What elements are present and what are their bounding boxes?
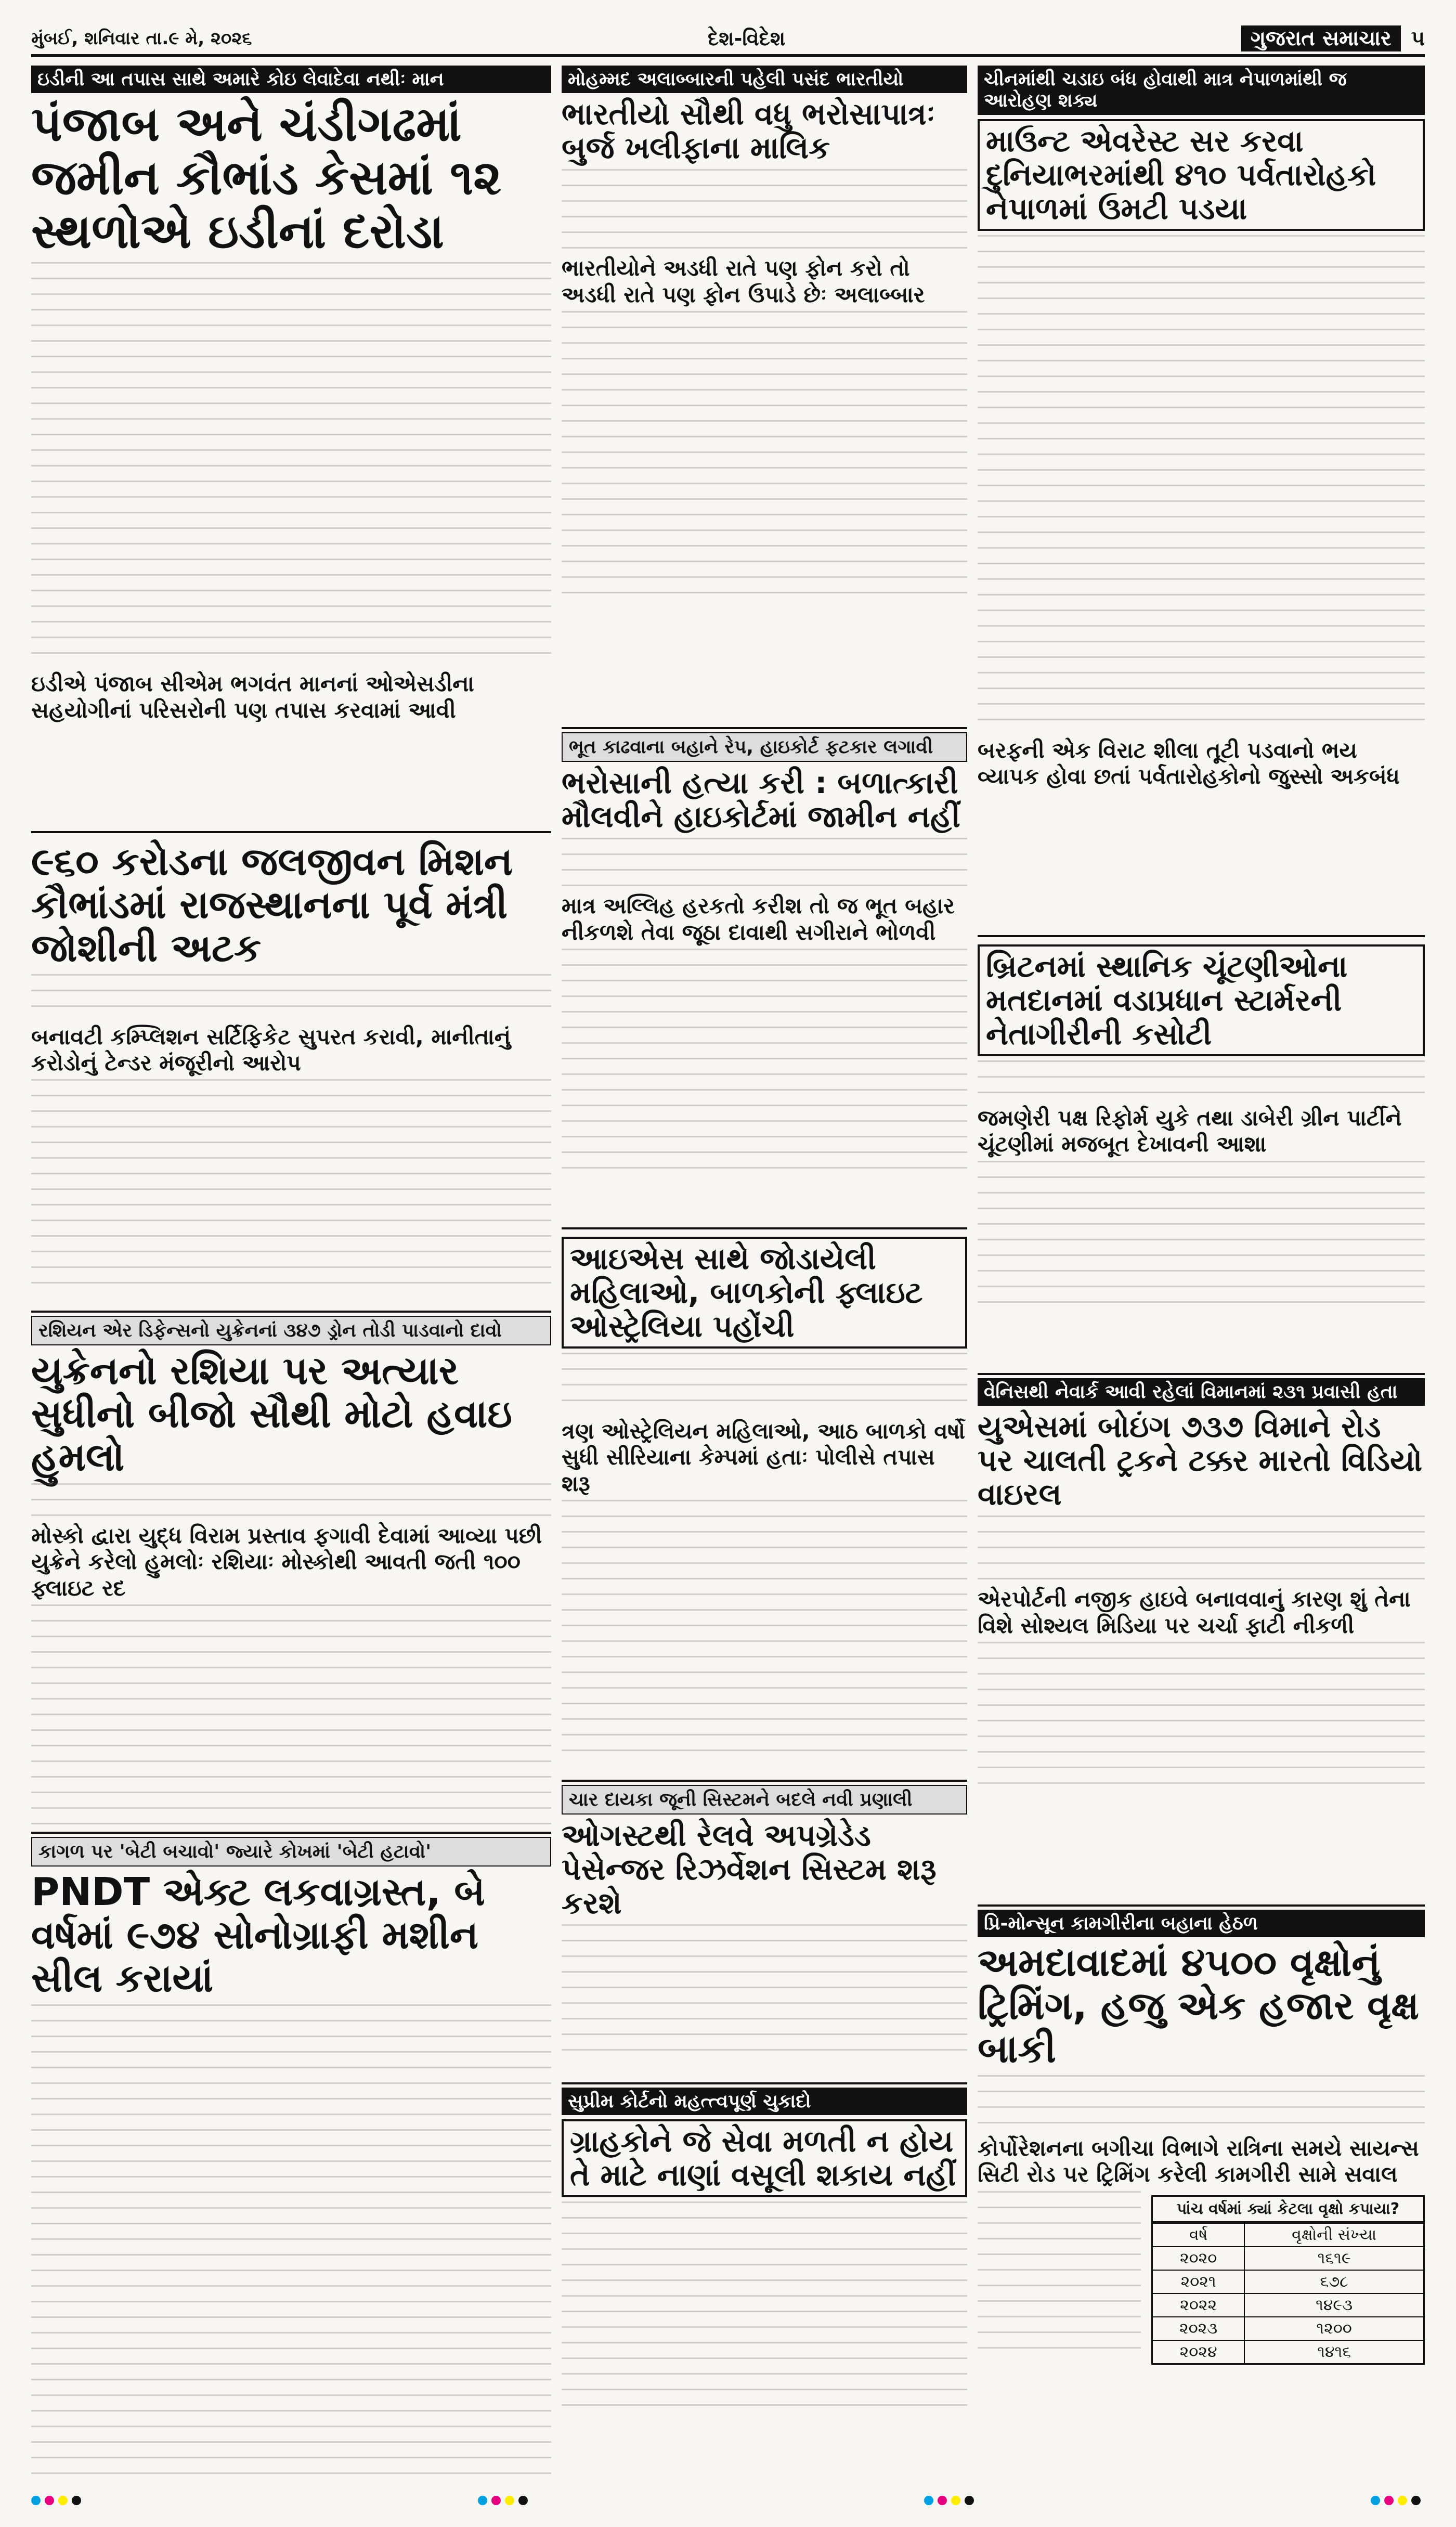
story-ahmedabad-trees <box>978 1907 1425 2488</box>
story-maulvi <box>562 729 967 1229</box>
table-cell: ૨૦૨૦ <box>1153 2247 1244 2270</box>
paper-name: ગુજરાત સમાચાર <box>1241 25 1401 51</box>
story-kicker: મોહમ્મદ અલાબ્બારની પહેલી પસંદ ભારતીયો <box>562 66 967 93</box>
story-kicker: ચાર દાયકા જૂની સિસ્ટમને બદલે નવી પ્રણાલી <box>562 1785 967 1815</box>
table-cell: ૬૭૮ <box>1244 2270 1423 2293</box>
table-header: વૃક્ષોની સંખ્યા <box>1244 2223 1423 2247</box>
masthead <box>31 23 1425 57</box>
story-body <box>562 1353 967 1415</box>
story-subhead: બરફની એક વિરાટ શીલા તૂટી પડવાનો ભય વ્યાપક હોવા છતાં પર્વતારોહકોનો જુસ્સો અકબંધ <box>978 737 1400 789</box>
story-body <box>31 262 551 668</box>
story-subhead: ઇડીએ પંજાબ સીએમ ભગવંત માનનાં ઓએસડીના સહયોગીનાં પરિસરોની પણ તપાસ કરવામાં આવી <box>31 671 474 723</box>
story-body <box>978 2191 1141 2357</box>
story-body <box>31 1483 551 1520</box>
table-cell: ૧૨૦૦ <box>1244 2317 1423 2340</box>
story-subhead: એરપોર્ટની નજીક હાઇવે બનાવવાનું કારણ શું તેના વિશે સોશ્યલ મિડિયા પર ચર્ચા ફાટી નીકળી <box>978 1586 1411 1638</box>
story-kicker: પ્રિ-મોન્સૂન કામગીરીના બહાના હેઠળ <box>978 1910 1425 1937</box>
story-britain-election <box>978 937 1425 1375</box>
table-row <box>1153 2293 1423 2317</box>
story-headline: બ્રિટનમાં સ્થાનિક ચૂંટણીઓના મતદાનમાં વડાપ્રધાન સ્ટાર્મરની નેતાગીરીની કસોટી <box>978 944 1425 1056</box>
story-headline: ગ્રાહકોને જે સેવા મળતી ન હોય તે માટે નાણાં વસૂલી શકાય નહીં <box>562 2119 967 2197</box>
story-boeing <box>978 1375 1425 1907</box>
table-row <box>1153 2247 1423 2270</box>
story-kicker: રશિયન એર ડિફેન્સનો યુક્રેનનાં ૩૪૭ ડ્રોન તોડી પાડવાનો દાવો <box>31 1316 551 1345</box>
tree-cutting-table <box>1151 2195 1425 2365</box>
story-kicker: ભૂત કાઢવાના બહાને રેપ, હાઇકોર્ટ ફટકાર લગાવી <box>562 732 967 762</box>
story-ukraine-drone <box>31 1313 551 1834</box>
story-everest <box>978 62 1425 937</box>
table-cell: ૧૪૯૩ <box>1244 2293 1423 2317</box>
story-body <box>978 2075 1425 2132</box>
column-left <box>31 62 551 2493</box>
column-right <box>978 62 1425 2488</box>
story-headline: ૯૬૦ કરોડના જલજીવન મિશન કૌભાંડમાં રાજસ્થાનના પૂર્વ મંત્રી જોશીની અટક <box>31 839 513 970</box>
story-body <box>562 169 967 252</box>
section-title: દેશ-વિદેશ <box>708 27 786 50</box>
story-jal-jeevan <box>31 833 551 1313</box>
story-kicker: સુપ્રીમ કોર્ટનો મહત્ત્વપૂર્ણ ચુકાદો <box>562 2088 967 2115</box>
story-subhead: માત્ર અલ્લિહ હરકતો કરીશ તો જ ભૂત બહાર નીકળશે તેવા જૂઠા દાવાથી સગીરાને ભોળવી <box>562 893 955 945</box>
column-middle <box>562 62 967 2489</box>
story-body <box>978 1161 1425 1317</box>
story-subhead: જમણેરી પક્ષ રિફોર્મ યુકે તથા ડાબેરી ગ્રીન પાર્ટીને ચૂંટણીમાં મજબૂત દેખાવની આશા <box>978 1105 1402 1157</box>
table-cell: ૨૦૨૨ <box>1153 2293 1244 2317</box>
story-body <box>562 1500 967 1760</box>
story-body <box>562 2201 967 2420</box>
story-kicker: ચીનમાંથી ચડાઇ બંધ હોવાથી માત્ર નેપાળમાંથી જ આરોહણ શક્ય <box>978 66 1425 115</box>
print-registration-marks <box>31 2496 1425 2506</box>
edition-date: મુંબઈ, શનિવાર તા.૯ મે, ૨૦૨૬ <box>31 28 252 49</box>
story-body <box>562 311 967 602</box>
story-is-women <box>562 1229 967 1782</box>
story-body <box>978 235 1425 734</box>
story-kicker: કાગળ પર 'બેટી બચાવો' જ્યારે કોખમાં 'બેટી હટાવો' <box>31 1837 551 1867</box>
story-body <box>31 2004 551 2483</box>
table-header-row <box>1153 2223 1423 2247</box>
story-punjab-ed <box>31 62 551 833</box>
table-header: વર્ષ <box>1153 2223 1244 2247</box>
story-headline: ઓગસ્ટથી રેલવે અપગ્રેડેડ પેસેન્જર રિઝર્વેશન સિસ્ટમ શરૂ કરશે <box>562 1818 937 1921</box>
table-cell: ૧૬૧૯ <box>1244 2247 1423 2270</box>
table-cell: ૧૪૧૬ <box>1244 2340 1423 2363</box>
table-cell: ૨૦૨૧ <box>1153 2270 1244 2293</box>
story-body <box>562 1924 967 2059</box>
story-headline: પંજાબ અને ચંડીગઢમાં જમીન કૌભાંડ કેસમાં ૧૨ સ્થળોએ ઇડીનાં દરોડા <box>31 96 502 260</box>
table-cell: ૨૦૨૪ <box>1153 2340 1244 2363</box>
story-subhead: કોર્પોરેશનના બગીચા વિભાગે રાત્રિના સમયે સાયન્સ સિટી રોડ પર ટ્રિમિંગ કરેલી કામગીરી સામે સવાલ <box>978 2135 1419 2187</box>
table-title: પાંચ વર્ષમાં ક્યાં કેટલા વૃક્ષો કપાયા? <box>1153 2197 1423 2223</box>
story-supreme-court <box>562 2084 967 2489</box>
story-subhead: ત્રણ ઓસ્ટ્રેલિયન મહિલાઓ, આઠ બાળકો વર્ષો સુધી સીરિયાના કેમ્પમાં હતાઃ પોલીસે તપાસ શરૂ <box>562 1418 966 1496</box>
story-burj-khalifa <box>562 62 967 729</box>
story-body <box>31 1604 551 1834</box>
story-body <box>562 838 967 890</box>
paper-title <box>1241 25 1425 51</box>
table-row <box>1153 2317 1423 2340</box>
story-body <box>978 1060 1425 1102</box>
table-row <box>1153 2340 1423 2363</box>
story-headline: માઉન્ટ એવરેસ્ટ સર કરવા દુનિયાભરમાંથી ૪૧૦ પર્વતારોહકો નેપાળમાં ઉમટી પડયા <box>978 119 1425 231</box>
story-headline: ભારતીયો સૌથી વધુ ભરોસાપાત્રઃ બુર્જ ખલીફાના માલિક <box>562 96 935 166</box>
page-number: ૫ <box>1411 27 1425 50</box>
story-kicker: ઇડીની આ તપાસ સાથે અમારે કોઇ લેવાદેવા નથીઃ માન <box>31 66 551 93</box>
table-cell: ૨૦૨૩ <box>1153 2317 1244 2340</box>
story-railway <box>562 1782 967 2084</box>
story-headline: યુક્રેનનો રશિયા પર અત્યાર સુધીનો બીજો સૌથી મોટો હવાઇ હુમલો <box>31 1349 512 1480</box>
story-body <box>978 1642 1425 1798</box>
story-headline: અમદાવાદમાં ૪૫૦૦ વૃક્ષોનું ટ્રિમિંગ, હજુ એક હજાર વૃક્ષ બાકી <box>978 1940 1420 2072</box>
story-body <box>31 1079 551 1298</box>
story-pndt <box>31 1834 551 2493</box>
story-headline: ભરોસાની હત્યા કરી : બળાત્કારી મૌલવીને હાઇકોર્ટમાં જામીન નહીં <box>562 765 960 835</box>
table-row <box>1153 2270 1423 2293</box>
story-kicker: વેનિસથી નેવાર્ક આવી રહેલાં વિમાનમાં ૨૩૧ પ્રવાસી હતા <box>978 1378 1425 1406</box>
story-headline: આઇએસ સાથે જોડાયેલી મહિલાઓ, બાળકોની ફ્લાઇટ ઓસ્ટ્રેલિયા પહોંચી <box>562 1237 967 1349</box>
story-body <box>31 974 551 1021</box>
story-subhead: મોસ્કો દ્વારા યુદ્ધ વિરામ પ્રસ્તાવ ફગાવી દેવામાં આવ્યા પછી યુક્રેને કરેલો હુમલોઃ રશિયાઃ મોસ્કોથી આવતી જતી ૧૦૦ ફ્લાઇટ રદ <box>31 1523 542 1601</box>
story-subhead: બનાવટી કમ્પ્લિશન સર્ટિફિકેટ સુપરત કરાવી, માનીતાનું કરોડોનું ટેન્ડર મંજૂરીનો આરોપ <box>31 1023 511 1076</box>
story-body <box>978 1515 1425 1583</box>
story-subhead: ભારતીયોને અડધી રાતે પણ ફોન કરો તો અડધી રાતે પણ ફોન ઉપાડે છેઃ અલાબ્બાર <box>562 255 925 307</box>
story-headline: PNDT એક્ટ લકવાગ્રસ્ત, બે વર્ષમાં ૯૭૪ સોનોગ્રાફી મશીન સીલ કરાયાં <box>31 1870 485 2001</box>
story-body <box>562 949 967 1177</box>
story-headline: યુએસમાં બોઇંગ ૭૩૭ વિમાને રોડ પર ચાલતી ટ્રકને ટક્કર મારતો વિડિયો વાઇરલ <box>978 1409 1423 1512</box>
